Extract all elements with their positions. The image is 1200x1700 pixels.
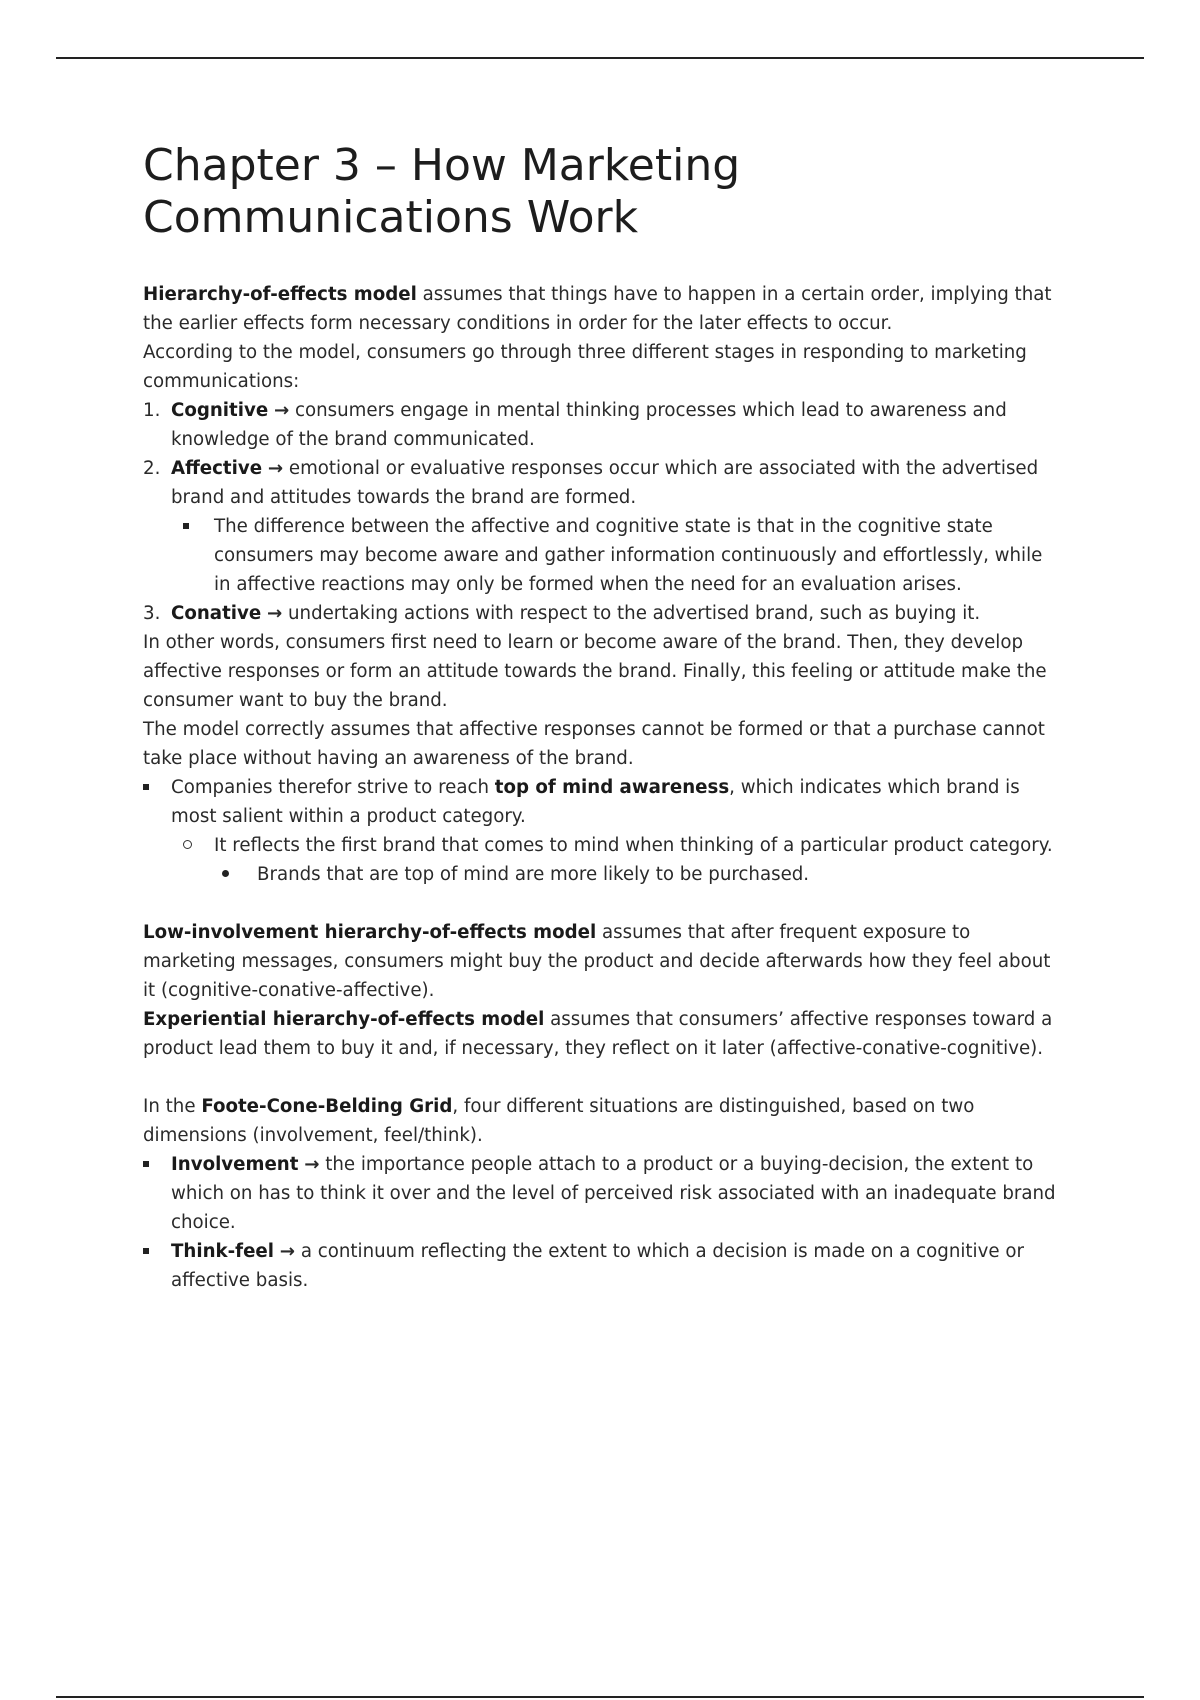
arrow-right-icon: →: [266, 603, 283, 624]
paragraph-text: assumes that after frequent exposure to marketing messages, consumers might buy the product and decide afterwards how they feel about it (cognitive-conative-affective).: [143, 922, 1051, 1001]
arrow-right-icon: →: [273, 400, 290, 421]
dot-bullet-icon: [222, 860, 229, 889]
spacer: [143, 889, 1063, 918]
top-rule: [56, 57, 1144, 59]
dimension-item-think-feel: [143, 1237, 1063, 1295]
list-number: 3.: [143, 603, 161, 624]
paragraph-stages-intro: According to the model, consumers go through three different stages in responding to marketing communications:: [143, 342, 1027, 392]
dimension-term: Think-feel: [171, 1241, 274, 1262]
circle-bullet-icon: [183, 831, 192, 860]
list-number: 2.: [143, 458, 161, 479]
document-body: [143, 280, 1063, 1295]
term-hierarchy-of-effects: Hierarchy-of-effects model: [143, 284, 417, 305]
arrow-right-icon: →: [267, 458, 284, 479]
affective-note-item: [143, 512, 1063, 599]
paragraph-text: assumes that consumers’ affective responses toward a product lead them to buy it and, if necessary, they reflect on it later (affective-conative-cognitive).: [143, 1009, 1053, 1059]
paragraph-model-assumes: The model correctly assumes that affective responses cannot be formed or that a purchase cannot take place without having an awareness of the brand.: [143, 719, 1045, 769]
stage-term: Conative: [171, 603, 262, 624]
stage-text: consumers engage in mental thinking processes which lead to awareness and knowledge of the brand communicated.: [171, 400, 1007, 450]
paragraph-text: In the: [143, 1096, 202, 1117]
dimension-item-involvement: [143, 1150, 1063, 1237]
square-bullet-icon: [143, 1150, 149, 1179]
document-content: [143, 140, 1063, 1295]
term-top-of-mind: top of mind awareness: [494, 777, 730, 798]
bullet-text: It reflects the first brand that comes to mind when thinking of a particular product category.: [214, 835, 1053, 856]
top-of-mind-item: [143, 773, 1063, 831]
stage-text: emotional or evaluative responses occur which are associated with the advertised brand and attitudes towards the brand are formed.: [171, 458, 1039, 508]
paragraph-text: assumes that things have to happen in a certain order, implying that the earlier effects form necessary conditions in order for the later effects to occur.: [143, 284, 1052, 334]
bullet-text: , which indicates which brand is most salient within a product category.: [171, 777, 1020, 827]
stage-term: Cognitive: [171, 400, 269, 421]
dimension-term: Involvement: [171, 1154, 299, 1175]
dimension-text: the importance people attach to a product or a buying-decision, the extent to which on has to think it over and the level of perceived risk associated with an inadequate brand choice.: [171, 1154, 1056, 1233]
top-of-mind-sub-item: [143, 831, 1063, 860]
square-bullet-icon: [143, 1237, 149, 1266]
dimension-text: a continuum reflecting the extent to which a decision is made on a cognitive or affective basis.: [171, 1241, 1024, 1291]
stage-item-conative: [143, 599, 1063, 628]
paragraph-in-other-words: In other words, consumers first need to learn or become aware of the brand. Then, they develop affective responses or form an attitude towards the brand. Finally, this feeling or attitude make the consumer want to buy the brand.: [143, 632, 1047, 711]
paragraph-fcb-grid: [143, 1092, 1063, 1150]
square-bullet-icon: [183, 512, 189, 541]
stage-item-cognitive: [143, 396, 1063, 454]
bottom-rule: [56, 1696, 1144, 1698]
paragraph-experiential: [143, 1005, 1063, 1063]
square-bullet-icon: [143, 773, 149, 802]
spacer: [143, 1063, 1063, 1092]
top-of-mind-subsub-item: [143, 860, 1063, 889]
term-experiential: Experiential hierarchy-of-effects model: [143, 1009, 545, 1030]
paragraph-text: , four different situations are distinguished, based on two dimensions (involvement, feel/think).: [143, 1096, 975, 1146]
stage-text: undertaking actions with respect to the advertised brand, such as buying it.: [282, 603, 981, 624]
page-title: Chapter 3 – How Marketing Communications Work: [143, 140, 741, 243]
paragraph-low-involvement: [143, 918, 1063, 1005]
term-low-involvement: Low-involvement hierarchy-of-effects model: [143, 922, 597, 943]
arrow-right-icon: →: [304, 1154, 320, 1175]
term-fcb-grid: Foote-Cone-Belding Grid: [201, 1096, 453, 1117]
bullet-text: Brands that are top of mind are more likely to be purchased.: [257, 864, 810, 885]
stage-item-affective: [143, 454, 1063, 512]
list-number: 1.: [143, 400, 161, 421]
affective-note-text: The difference between the affective and cognitive state is that in the cognitive state consumers may become aware and gather information continuously and effortlessly, while in affective reactions may only be formed when the need for an evaluation arises.: [214, 516, 1043, 595]
bullet-text: Companies therefor strive to reach: [171, 777, 495, 798]
paragraph-hierarchy-model: [143, 280, 1063, 338]
stage-term: Affective: [171, 458, 263, 479]
arrow-right-icon: →: [279, 1241, 296, 1262]
